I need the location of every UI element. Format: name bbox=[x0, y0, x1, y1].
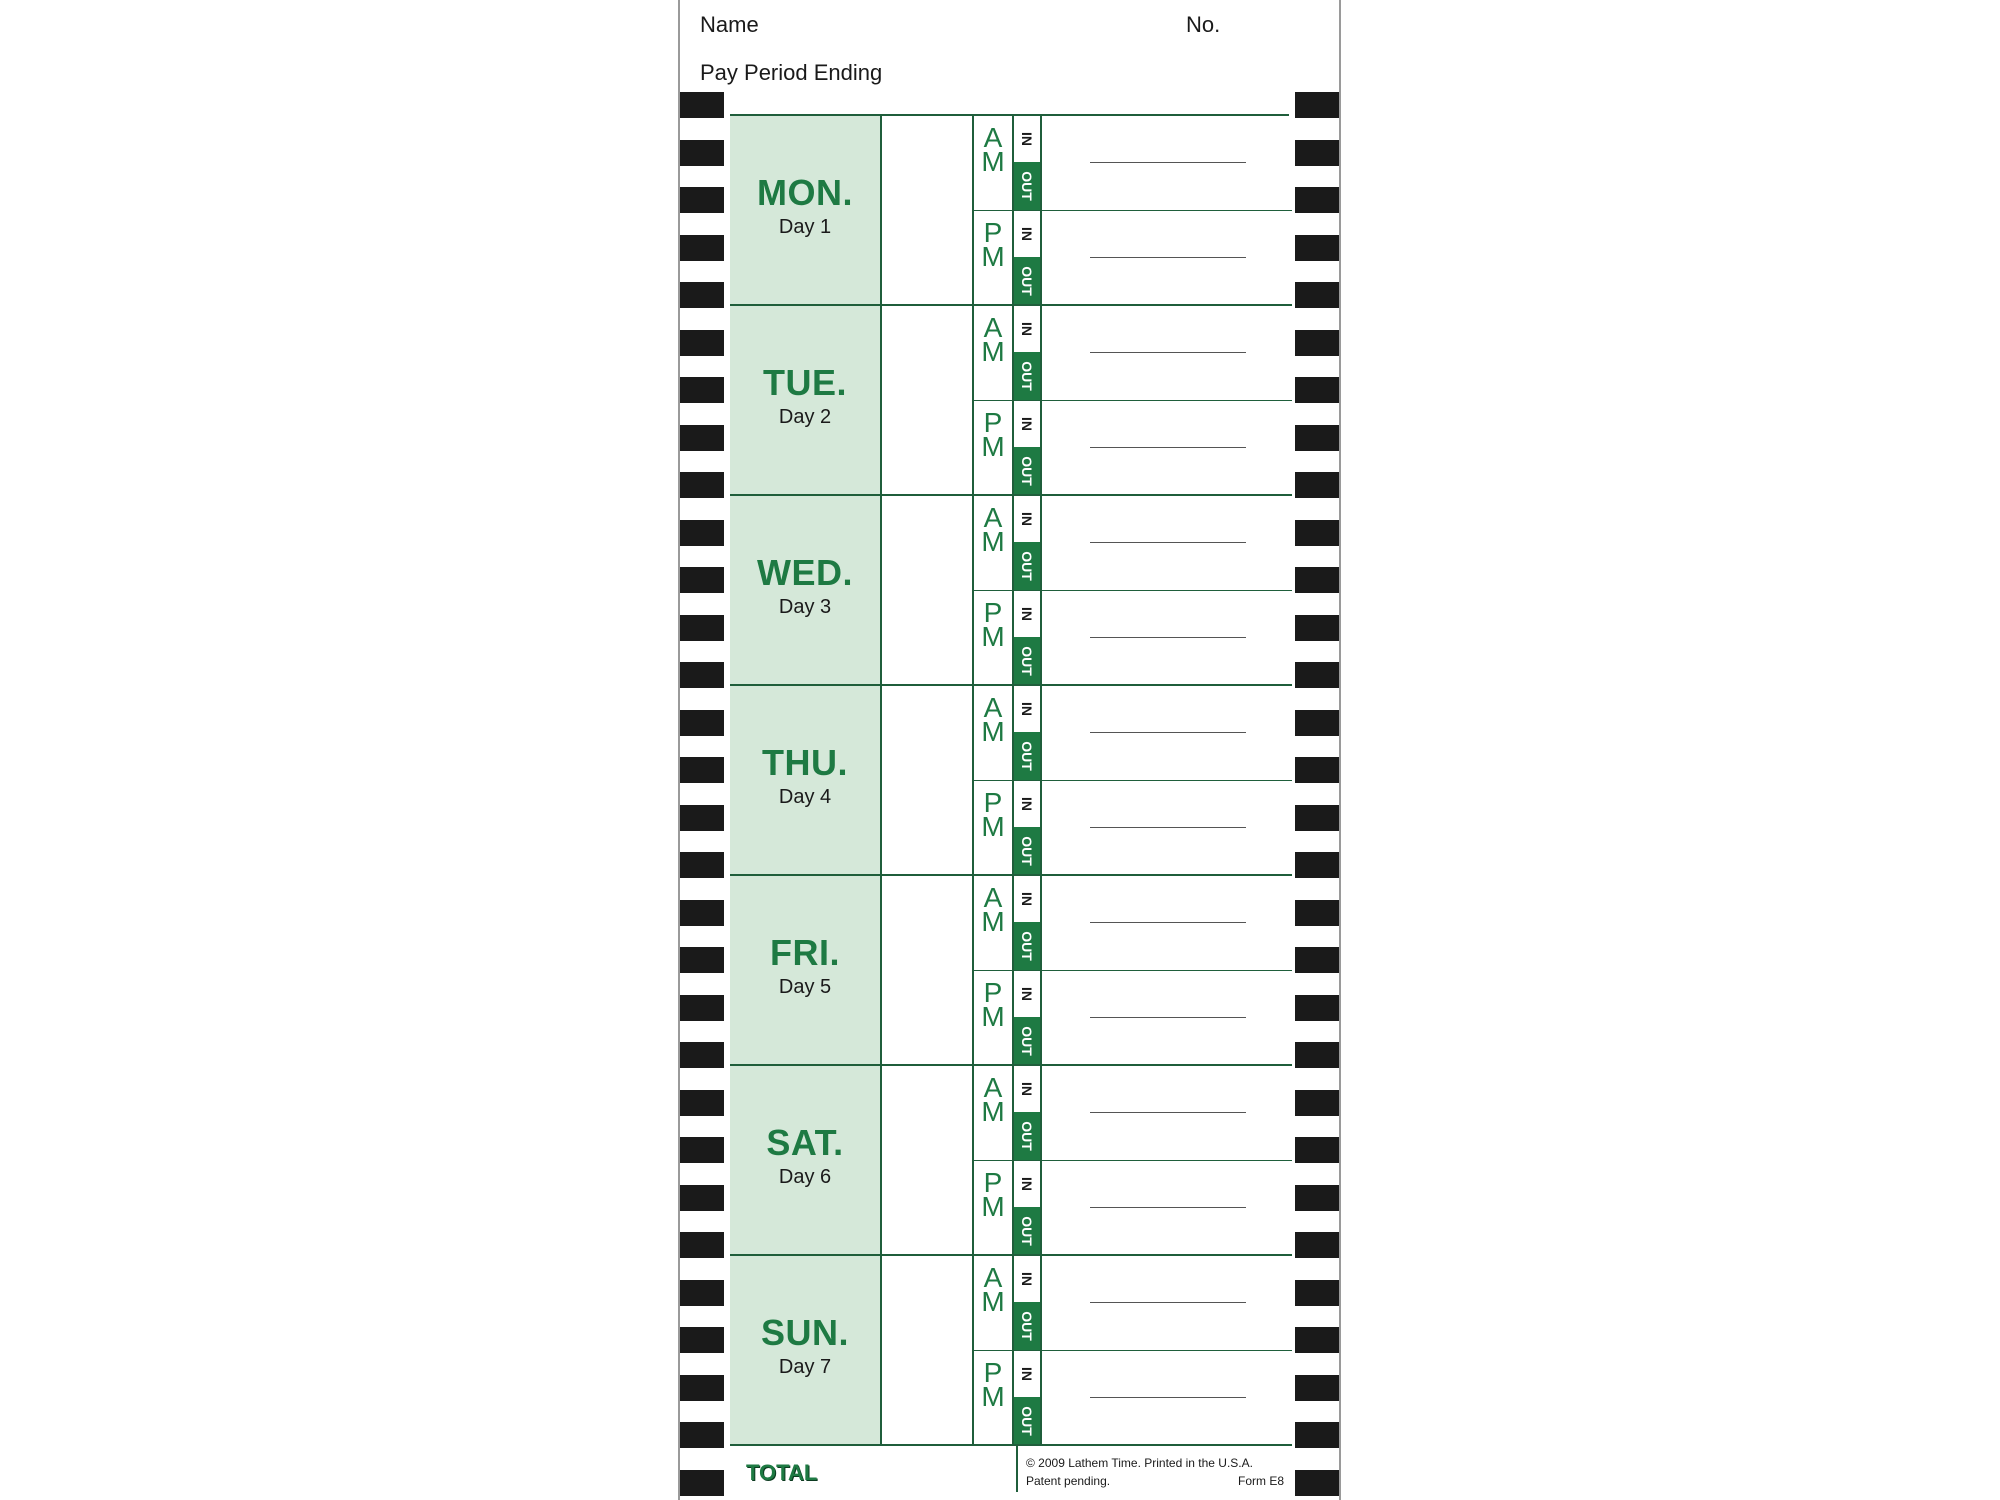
timing-stripe bbox=[1295, 805, 1339, 831]
punch-line bbox=[1090, 1017, 1246, 1018]
timing-stripe bbox=[680, 1422, 724, 1448]
timing-stripe bbox=[680, 1042, 724, 1068]
timing-stripe bbox=[680, 140, 724, 166]
day-label-cell bbox=[730, 1256, 882, 1444]
am-label: A M bbox=[981, 692, 1005, 747]
timing-stripe bbox=[680, 1090, 724, 1116]
am-label: A M bbox=[981, 502, 1005, 557]
timing-stripe bbox=[1295, 140, 1339, 166]
in-marker: IN bbox=[1014, 876, 1040, 922]
pm-slot bbox=[974, 211, 1292, 305]
timing-stripe bbox=[1295, 662, 1339, 688]
in-out-column bbox=[1012, 496, 1042, 590]
timing-stripe bbox=[680, 425, 724, 451]
in-out-column bbox=[1012, 1351, 1042, 1445]
in-marker: IN bbox=[1014, 116, 1040, 162]
out-marker: OUT bbox=[1014, 162, 1040, 210]
day-name: MON. bbox=[757, 172, 853, 213]
in-marker: IN bbox=[1014, 401, 1040, 447]
timing-stripe bbox=[1295, 330, 1339, 356]
in-marker: IN bbox=[1014, 591, 1040, 637]
timing-stripe bbox=[1295, 852, 1339, 878]
day-name: FRI. bbox=[770, 932, 840, 973]
out-marker: OUT bbox=[1014, 542, 1040, 590]
day-name: THU. bbox=[762, 742, 848, 783]
punch-line bbox=[1090, 1112, 1246, 1113]
timing-stripe bbox=[1295, 1375, 1339, 1401]
day-row bbox=[730, 306, 1292, 496]
timing-stripe bbox=[1295, 282, 1339, 308]
in-out-column bbox=[1012, 1161, 1042, 1255]
out-marker: OUT bbox=[1014, 1397, 1040, 1445]
timing-stripe bbox=[680, 805, 724, 831]
daily-total-cell bbox=[882, 306, 974, 494]
timing-stripe bbox=[1295, 1232, 1339, 1258]
in-marker: IN bbox=[1014, 1256, 1040, 1302]
out-marker: OUT bbox=[1014, 1302, 1040, 1350]
timing-stripe bbox=[680, 235, 724, 261]
pm-label: P M bbox=[981, 597, 1005, 652]
punch-line bbox=[1090, 162, 1246, 163]
timing-stripe bbox=[1295, 947, 1339, 973]
timing-stripe bbox=[1295, 1422, 1339, 1448]
timing-stripe bbox=[680, 282, 724, 308]
patent-text: Patent pending. bbox=[1026, 1474, 1111, 1488]
am-slot bbox=[974, 1066, 1292, 1160]
in-out-column bbox=[1012, 306, 1042, 400]
day-number: Day 6 bbox=[778, 1166, 832, 1188]
punch-line bbox=[1090, 352, 1246, 353]
in-marker: IN bbox=[1014, 686, 1040, 732]
timing-stripe bbox=[680, 377, 724, 403]
day-number: Day 2 bbox=[778, 406, 832, 428]
timing-stripe bbox=[680, 947, 724, 973]
timing-stripe bbox=[1295, 1185, 1339, 1211]
punch-line bbox=[1090, 1207, 1246, 1208]
in-marker: IN bbox=[1014, 211, 1040, 257]
day-number: Day 4 bbox=[778, 786, 832, 808]
timing-stripe bbox=[1295, 92, 1339, 118]
day-label-cell bbox=[730, 876, 882, 1064]
day-label-cell bbox=[730, 1066, 882, 1254]
am-label: A M bbox=[981, 1072, 1005, 1127]
punch-line bbox=[1090, 447, 1246, 448]
timing-stripe bbox=[680, 1137, 724, 1163]
in-marker: IN bbox=[1014, 1351, 1040, 1397]
timing-stripe bbox=[1295, 1090, 1339, 1116]
timing-stripe bbox=[1295, 567, 1339, 593]
in-marker: IN bbox=[1014, 1161, 1040, 1207]
in-out-column bbox=[1012, 591, 1042, 685]
timing-stripe bbox=[680, 92, 724, 118]
timing-stripe bbox=[1295, 1042, 1339, 1068]
pm-slot bbox=[974, 781, 1292, 875]
pm-label: P M bbox=[981, 407, 1005, 462]
day-number: Day 1 bbox=[778, 216, 832, 238]
timing-stripe bbox=[1295, 710, 1339, 736]
in-out-column bbox=[1012, 116, 1042, 210]
day-row bbox=[730, 1066, 1292, 1256]
day-name: TUE. bbox=[762, 362, 847, 403]
out-marker: OUT bbox=[1014, 1112, 1040, 1160]
daily-total-cell bbox=[882, 686, 974, 874]
day-number: Day 5 bbox=[778, 976, 832, 998]
timing-stripe bbox=[680, 852, 724, 878]
in-marker: IN bbox=[1014, 496, 1040, 542]
timing-stripe bbox=[680, 1327, 724, 1353]
am-slot bbox=[974, 116, 1292, 210]
in-out-column bbox=[1012, 686, 1042, 780]
in-marker: IN bbox=[1014, 1066, 1040, 1112]
day-name: SAT. bbox=[766, 1122, 844, 1163]
timing-stripe bbox=[1295, 615, 1339, 641]
timing-stripe bbox=[680, 1185, 724, 1211]
timing-stripe bbox=[1295, 1280, 1339, 1306]
out-marker: OUT bbox=[1014, 1017, 1040, 1065]
pm-label: P M bbox=[981, 977, 1005, 1032]
pm-label: P M bbox=[981, 217, 1005, 272]
timing-stripe bbox=[1295, 425, 1339, 451]
punch-line bbox=[1090, 1302, 1246, 1303]
time-card bbox=[678, 0, 1341, 1500]
total-separator bbox=[1016, 1446, 1018, 1492]
daily-total-cell bbox=[882, 1256, 974, 1444]
total-label: TOTAL bbox=[746, 1460, 818, 1485]
day-row bbox=[730, 1256, 1292, 1446]
timing-stripe bbox=[680, 1470, 724, 1496]
timing-stripe bbox=[1295, 900, 1339, 926]
form-number: Form E8 bbox=[1237, 1474, 1284, 1488]
timing-stripe bbox=[1295, 472, 1339, 498]
out-marker: OUT bbox=[1014, 352, 1040, 400]
in-out-column bbox=[1012, 876, 1042, 970]
timing-stripe bbox=[680, 520, 724, 546]
day-row bbox=[730, 496, 1292, 686]
day-label-cell bbox=[730, 686, 882, 874]
day-label-cell bbox=[730, 496, 882, 684]
day-row bbox=[730, 116, 1292, 306]
am-slot bbox=[974, 686, 1292, 780]
pm-slot bbox=[974, 1351, 1292, 1445]
timing-stripe bbox=[680, 900, 724, 926]
timing-stripe bbox=[680, 757, 724, 783]
timing-stripe bbox=[680, 187, 724, 213]
pay-period-label: Pay Period Ending bbox=[700, 60, 883, 85]
out-marker: OUT bbox=[1014, 922, 1040, 970]
timing-stripe bbox=[680, 1280, 724, 1306]
timing-stripe bbox=[1295, 187, 1339, 213]
timing-stripe bbox=[1295, 1327, 1339, 1353]
timing-stripe bbox=[680, 1232, 724, 1258]
am-label: A M bbox=[981, 312, 1005, 367]
day-label-cell bbox=[730, 306, 882, 494]
am-label: A M bbox=[981, 122, 1005, 177]
timing-stripe bbox=[680, 472, 724, 498]
in-out-column bbox=[1012, 211, 1042, 305]
day-number: Day 7 bbox=[778, 1356, 832, 1378]
timing-stripe bbox=[1295, 377, 1339, 403]
number-label: No. bbox=[1186, 12, 1221, 37]
timing-stripe bbox=[1295, 1137, 1339, 1163]
timing-stripe bbox=[1295, 995, 1339, 1021]
timing-stripe bbox=[680, 330, 724, 356]
punch-line bbox=[1090, 732, 1246, 733]
day-row bbox=[730, 876, 1292, 1066]
timing-stripe bbox=[1295, 235, 1339, 261]
copyright-text: © 2009 Lathem Time. Printed in the U.S.A. bbox=[1026, 1456, 1253, 1470]
am-slot bbox=[974, 496, 1292, 590]
in-marker: IN bbox=[1014, 306, 1040, 352]
daily-total-cell bbox=[882, 876, 974, 1064]
day-number: Day 3 bbox=[778, 596, 832, 618]
timing-stripe bbox=[680, 995, 724, 1021]
am-slot bbox=[974, 306, 1292, 400]
out-marker: OUT bbox=[1014, 257, 1040, 305]
pm-slot bbox=[974, 1161, 1292, 1255]
pm-slot bbox=[974, 401, 1292, 495]
out-marker: OUT bbox=[1014, 732, 1040, 780]
am-label: A M bbox=[981, 1262, 1005, 1317]
out-marker: OUT bbox=[1014, 447, 1040, 495]
pm-label: P M bbox=[981, 787, 1005, 842]
timing-stripe bbox=[680, 615, 724, 641]
punch-line bbox=[1090, 1397, 1246, 1398]
timing-stripe bbox=[680, 567, 724, 593]
punch-line bbox=[1090, 257, 1246, 258]
in-out-column bbox=[1012, 971, 1042, 1065]
timing-stripe bbox=[1295, 520, 1339, 546]
in-out-column bbox=[1012, 781, 1042, 875]
in-out-column bbox=[1012, 401, 1042, 495]
am-slot bbox=[974, 1256, 1292, 1350]
daily-total-cell bbox=[882, 1066, 974, 1254]
in-out-column bbox=[1012, 1256, 1042, 1350]
pm-label: P M bbox=[981, 1167, 1005, 1222]
day-name: WED. bbox=[757, 552, 853, 593]
pm-slot bbox=[974, 971, 1292, 1065]
timing-stripe bbox=[1295, 757, 1339, 783]
daily-total-cell bbox=[882, 496, 974, 684]
am-label: A M bbox=[981, 882, 1005, 937]
timing-stripe bbox=[680, 710, 724, 736]
pm-label: P M bbox=[981, 1357, 1005, 1412]
day-label-cell bbox=[730, 116, 882, 304]
punch-line bbox=[1090, 827, 1246, 828]
timing-stripe bbox=[680, 1375, 724, 1401]
daily-total-cell bbox=[882, 116, 974, 304]
punch-line bbox=[1090, 637, 1246, 638]
out-marker: OUT bbox=[1014, 827, 1040, 875]
punch-line bbox=[1090, 922, 1246, 923]
punch-line bbox=[1090, 542, 1246, 543]
total-divider bbox=[730, 1444, 1292, 1446]
in-marker: IN bbox=[1014, 781, 1040, 827]
out-marker: OUT bbox=[1014, 637, 1040, 685]
out-marker: OUT bbox=[1014, 1207, 1040, 1255]
timing-stripe bbox=[680, 662, 724, 688]
in-out-column bbox=[1012, 1066, 1042, 1160]
in-marker: IN bbox=[1014, 971, 1040, 1017]
pm-slot bbox=[974, 591, 1292, 685]
total-row bbox=[730, 1448, 1292, 1494]
am-slot bbox=[974, 876, 1292, 970]
name-label: Name bbox=[700, 12, 759, 37]
day-name: SUN. bbox=[760, 1312, 849, 1353]
day-row bbox=[730, 686, 1292, 876]
timing-stripe bbox=[1295, 1470, 1339, 1496]
